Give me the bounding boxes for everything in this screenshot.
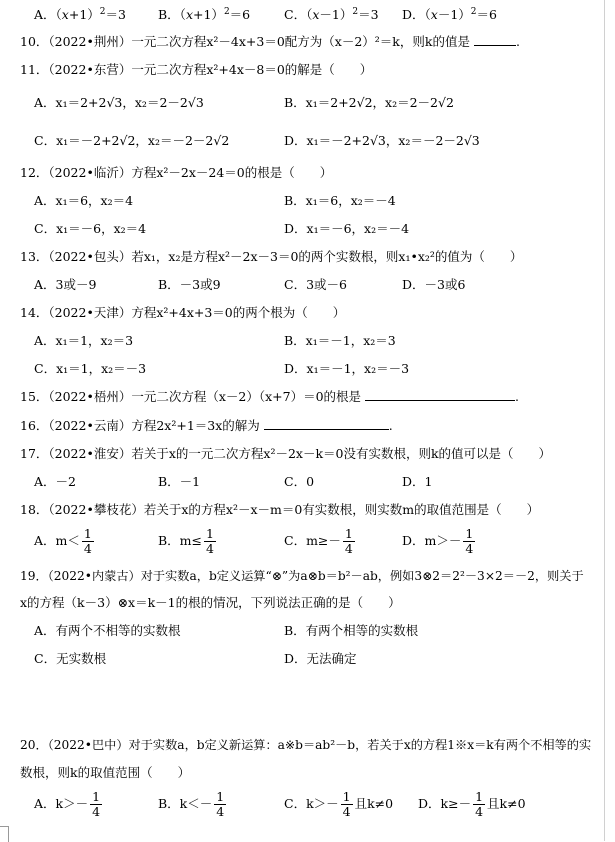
q14-option-d: D．x₁＝－1，x₂＝－3: [284, 361, 410, 376]
q17-option-d: D．1: [402, 474, 433, 489]
q18-stem: 18．（2022•攀枝花）若关于x的方程x²－x－m＝0有实数根，则实数m的取值范围是（ ）: [20, 502, 540, 517]
q12-option-c: C．x₁＝－6，x₂＝4: [34, 221, 147, 236]
fraction-denominator: 4: [83, 541, 92, 556]
q15-blank[interactable]: [365, 388, 515, 401]
q11-option-b: B．x₁＝2+2√2，x₂＝2－2√2: [284, 95, 454, 110]
q9-option-d: D．$(x-1)^2=6$: [402, 6, 497, 22]
fraction-numerator: 1: [344, 526, 353, 541]
q14-option-c: C．x₁＝1，x₂＝－3: [34, 361, 147, 376]
q19-option-a: A．有两个不相等的实数根: [34, 623, 181, 638]
q10-text: 10．（2022•荆州）一元二次方程x²－4x+3＝0配方为（x－2）²＝k，则k的值是: [20, 34, 470, 49]
q13-option-b: B．－3或9: [158, 277, 221, 292]
fraction-numerator: 1: [216, 789, 225, 804]
fraction: [204, 527, 216, 556]
fraction-numerator: 1: [83, 526, 92, 541]
q13-stem: 13．（2022•包头）若x₁，x₂是方程x²－2x－3＝0的两个实数根，则x₁•x₂²的值为（ ）: [20, 249, 523, 264]
q20-option-c-label: C．k＞－: [284, 796, 339, 811]
q19-stem-line2: x的方程（k－3）⊗x＝k－1的根的情况，下列说法正确的是（ ）: [20, 595, 401, 610]
fraction: [343, 527, 355, 556]
q10-stem: [20, 33, 520, 51]
q18-option-b-label: B．m≤: [158, 533, 203, 548]
q19-option-b: B．有两个相等的实数根: [284, 623, 419, 638]
fraction: [473, 790, 485, 819]
q12-stem: 12．（2022•临沂）方程x²－2x－24＝0的根是（ ）: [20, 165, 333, 180]
fraction-denominator: 4: [92, 804, 101, 819]
q16-blank[interactable]: [264, 417, 389, 430]
q20-option-a-label: A．k＞－: [34, 796, 89, 811]
fraction-denominator: 4: [206, 541, 214, 556]
q17-option-a: A．－2: [34, 474, 76, 489]
q15-stem: [20, 388, 519, 406]
q11-option-d: D．x₁＝－2+2√3，x₂＝－2－2√3: [284, 133, 480, 148]
q19-option-d: D．无法确定: [284, 651, 357, 666]
q19-option-c: C．无实数根: [34, 651, 107, 666]
q18-option-a: [34, 527, 96, 556]
q20-option-d: [418, 790, 526, 819]
page-corner-mark: [0, 826, 9, 842]
fraction-numerator: 1: [206, 526, 214, 541]
fraction-denominator: 4: [475, 804, 484, 819]
q13-option-a: A．3或－9: [34, 277, 97, 292]
q20-option-b: [158, 790, 228, 819]
q20-stem-line1: 20．（2022•巴中）对于实数a，b定义新运算：a※b＝ab²－b，若关于x的方程1※x＝k有两个不相等的实: [20, 738, 592, 752]
q9-option-c: C．$(x-1)^2=3$: [284, 6, 379, 22]
q9-option-b: B．$(x+1)^2=6$: [158, 6, 251, 22]
page-edge-line: [604, 0, 605, 841]
q18-option-d-label: D．m＞－: [402, 533, 462, 548]
q12-option-b: B．x₁＝6，x₂＝－4: [284, 193, 396, 208]
q19-stem-line1: 19．（2022•内蒙古）对于实数a，b定义运算“⊗”为a⊗b＝b²－ab，例如3⊗2＝2²－3×2＝－2，则关于: [20, 569, 584, 583]
q18-option-a-label: A．m＜: [34, 533, 80, 548]
fraction: [90, 790, 102, 819]
q9-option-a: A．$(x+1)^2=3$: [34, 6, 126, 22]
q11-option-a: A．x₁＝2+2√3，x₂＝2－2√3: [34, 95, 204, 110]
fraction-denominator: 4: [465, 541, 474, 556]
q11-stem: 11．（2022•东营）一元二次方程x²+4x－8＝0的解是（ ）: [20, 62, 373, 77]
fraction-denominator: 4: [344, 541, 353, 556]
fraction-numerator: 1: [475, 789, 484, 804]
q16-stem: [20, 417, 393, 435]
q20-option-b-label: B．k＜－: [158, 796, 213, 811]
q18-option-b: [158, 527, 218, 556]
q16-tail: .: [388, 418, 393, 433]
q18-option-c-label: C．m≥－: [284, 533, 341, 548]
q14-stem: 14．（2022•天津）方程x²+4x+3＝0的两个根为（ ）: [20, 305, 346, 320]
q16-text: 16．（2022•云南）方程2x²+1＝3x的解为: [20, 418, 260, 433]
q18-option-c: [284, 527, 357, 556]
q10-blank[interactable]: [474, 33, 516, 46]
q13-option-d: D．－3或6: [402, 277, 466, 292]
fraction: [463, 527, 475, 556]
fraction-denominator: 4: [216, 804, 225, 819]
q20-option-c-tail: 且k≠0: [354, 796, 394, 811]
fraction-numerator: 1: [342, 789, 351, 804]
q12-option-a: A．x₁＝6，x₂＝4: [34, 193, 134, 208]
q20-option-a: [34, 790, 104, 819]
fraction: [214, 790, 226, 819]
q20-option-c: [284, 790, 393, 819]
q17-option-b: B．－1: [158, 474, 201, 489]
q14-option-b: B．x₁＝－1，x₂＝3: [284, 333, 396, 348]
q20-option-d-tail: 且k≠0: [487, 796, 526, 811]
q18-option-d: [402, 527, 477, 556]
q11-option-c: C．x₁＝－2+2√2，x₂＝－2－2√2: [34, 133, 230, 148]
q20-option-d-label: D．k≥－: [418, 796, 472, 811]
fraction-numerator: 1: [465, 526, 474, 541]
q14-option-a: A．x₁＝1，x₂＝3: [34, 333, 134, 348]
q12-option-d: D．x₁＝－6，x₂＝－4: [284, 221, 410, 236]
fraction-denominator: 4: [342, 804, 351, 819]
fraction-numerator: 1: [92, 789, 101, 804]
q17-option-c: C．0: [284, 474, 315, 489]
q15-tail: .: [515, 389, 519, 404]
q13-option-c: C．3或－6: [284, 277, 347, 292]
q20-stem-line2: 数根，则k的取值范围（ ）: [20, 765, 191, 780]
q17-stem: 17．（2022•淮安）若关于x的一元二次方程x²－2x－k＝0没有实数根，则k的值可以是（ ）: [20, 446, 552, 461]
fraction: [82, 527, 94, 556]
q10-tail: .: [515, 34, 520, 49]
fraction: [341, 790, 353, 819]
q15-text: 15．（2022•梧州）一元二次方程（x－2）（x+7）＝0的根是: [20, 389, 362, 404]
